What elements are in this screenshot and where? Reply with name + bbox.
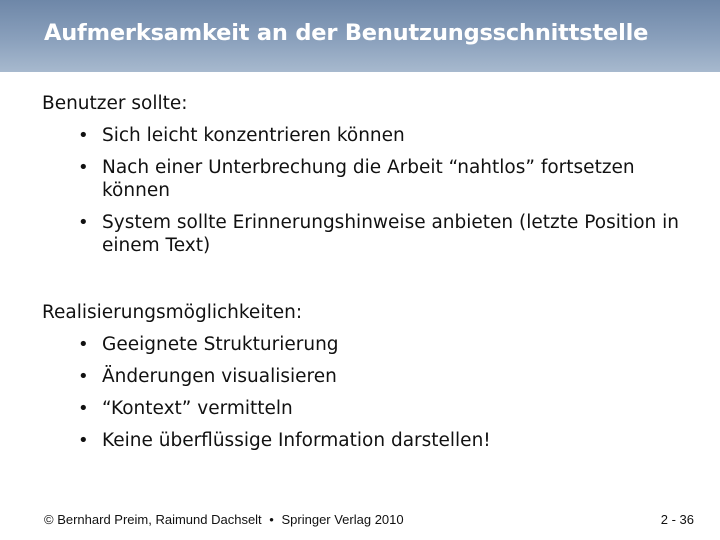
bullet-list xyxy=(42,333,692,452)
bullet-icon: • xyxy=(78,398,89,419)
section-heading: Realisierungsmöglichkeiten: xyxy=(42,302,303,323)
section-realization xyxy=(42,301,692,452)
footer-authors: © Bernhard Preim, Raimund Dachselt xyxy=(44,512,262,527)
bullet-text: System sollte Erinnerungshinweise anbieten (letzte Position in einem Text) xyxy=(102,212,680,256)
bullet-text: Keine überflüssige Information darstellen! xyxy=(102,430,491,451)
bullet-text: “Kontext” vermitteln xyxy=(102,398,293,419)
bullet-icon: • xyxy=(78,334,89,355)
page-number: 2 - 36 xyxy=(660,512,694,527)
footer-credits xyxy=(44,512,404,527)
bullet-item xyxy=(78,365,692,388)
bullet-text: Nach einer Unterbrechung die Arbeit “nahtlos” fortsetzen können xyxy=(102,157,635,201)
title-bar xyxy=(0,0,720,72)
bullet-icon: • xyxy=(78,157,89,178)
footer-separator: • xyxy=(269,512,274,527)
bullet-icon: • xyxy=(78,366,89,387)
section-requirements xyxy=(42,92,692,257)
bullet-item xyxy=(78,333,692,356)
slide-content xyxy=(42,92,692,461)
bullet-item xyxy=(78,429,692,452)
bullet-item xyxy=(78,397,692,420)
bullet-list xyxy=(42,124,692,257)
bullet-text: Geeignete Strukturierung xyxy=(102,334,339,355)
bullet-text: Änderungen visualisieren xyxy=(102,366,337,387)
bullet-item xyxy=(78,211,692,257)
bullet-icon: • xyxy=(78,125,89,146)
slide-title: Aufmerksamkeit an der Benutzungsschnittstelle xyxy=(44,20,649,46)
bullet-icon: • xyxy=(78,430,89,451)
bullet-text: Sich leicht konzentrieren können xyxy=(102,125,405,146)
bullet-item xyxy=(78,156,692,202)
section-heading: Benutzer sollte: xyxy=(42,93,188,114)
bullet-icon: • xyxy=(78,212,89,233)
bullet-item xyxy=(78,124,692,147)
footer-publisher: Springer Verlag 2010 xyxy=(281,512,404,527)
